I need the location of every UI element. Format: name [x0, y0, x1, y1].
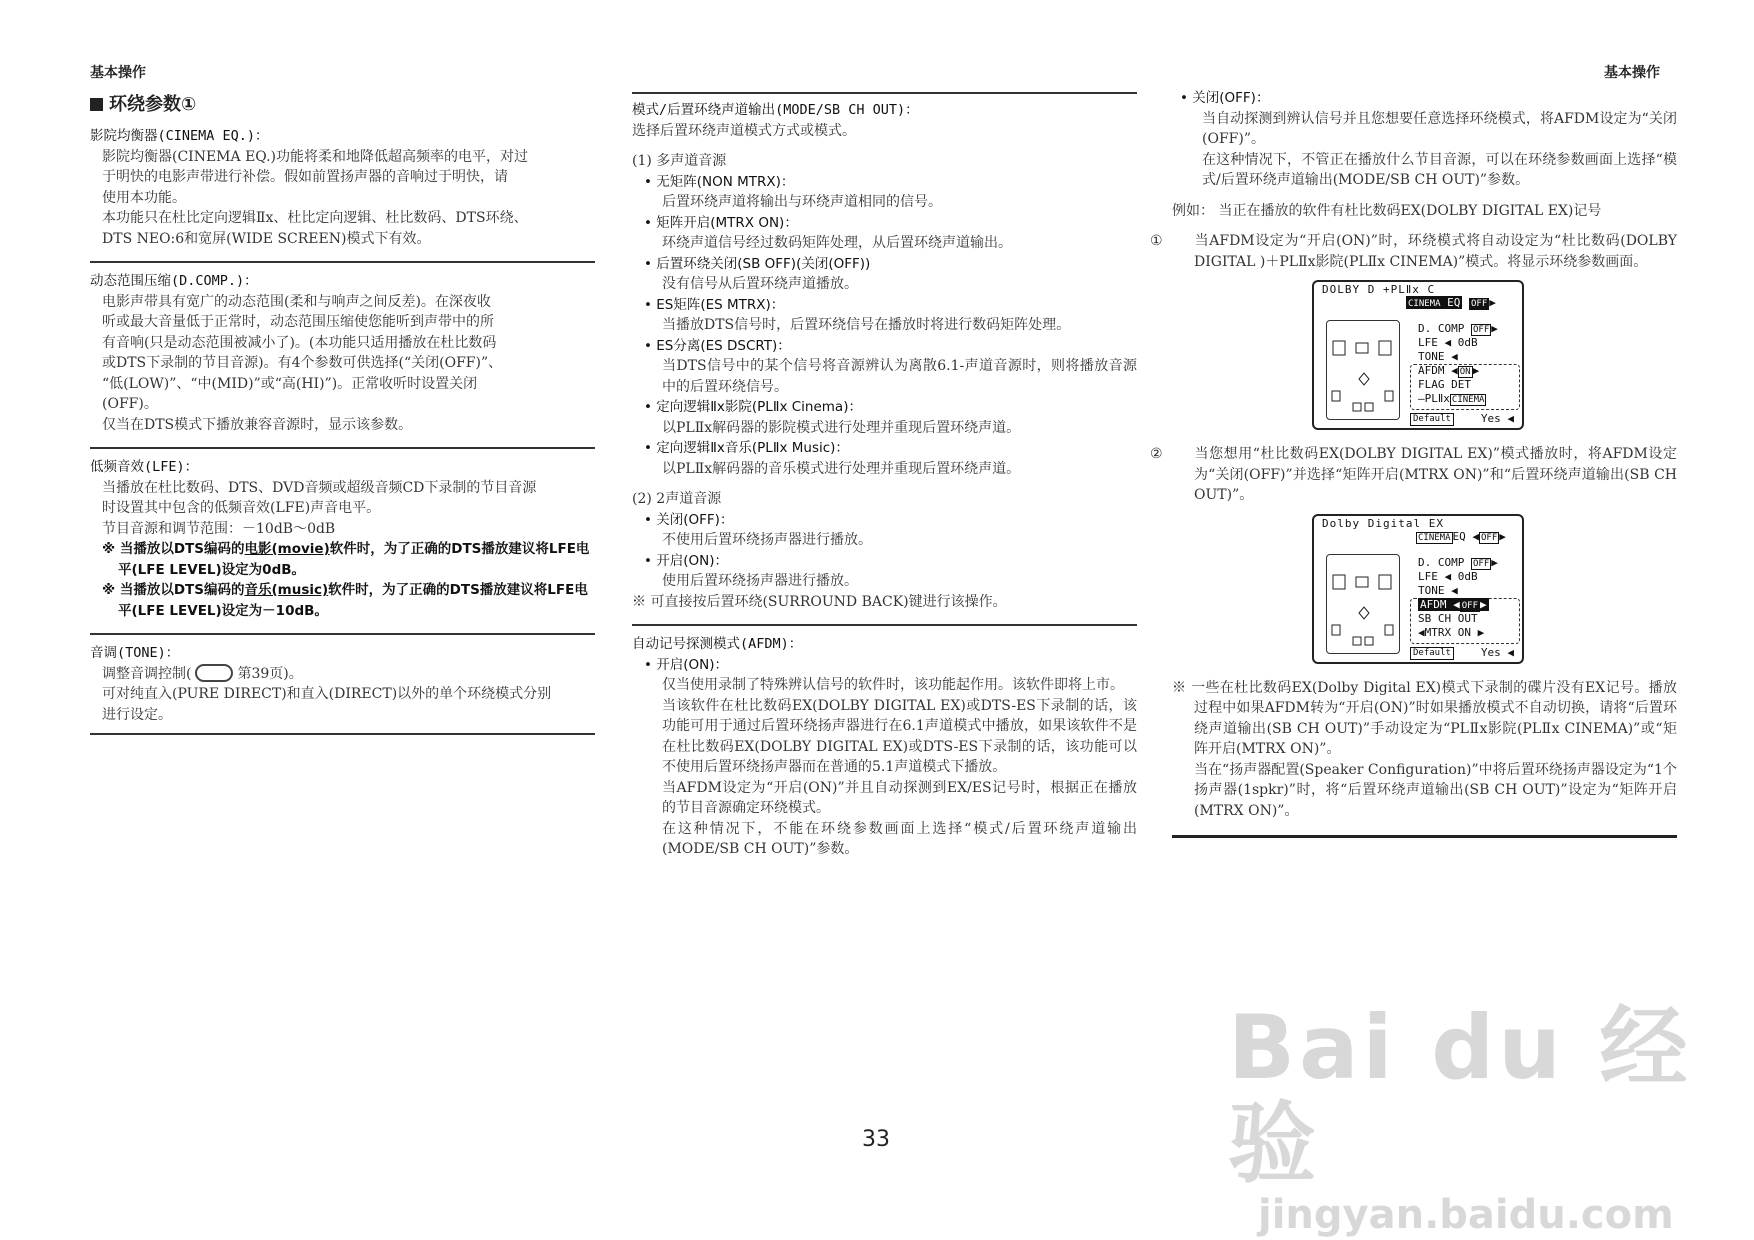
- group-2channel: (2) 2声道音源: [632, 491, 722, 507]
- osd-dcomp-row: D. COMP OFF ▶: [1418, 555, 1498, 569]
- watermark: [1228, 996, 1754, 1238]
- running-header-left: 基本操作: [90, 65, 146, 81]
- cinema-eq-heading: 影院均衡器(CINEMA EQ.)：: [90, 128, 269, 144]
- page-number: 33: [862, 1127, 890, 1152]
- afdm-off-body: 当自动探测到辨认信号并且您想要任意选择环绕模式，将AFDM设定为“关闭(OFF)”。 在这种情况下，不管正在播放什么节目音源，可以在环绕参数画面上选择“模式/后置环绕声道输出(MODE/SB CH OUT)”参数。: [1202, 110, 1677, 188]
- lfe-note-movie: ※ 当播放以DTS编码的电影(movie)软件时，为了正确的DTS播放建议将LFE电平(LFE LEVEL)设定为0dB。: [102, 541, 590, 578]
- osd-afdm-row: AFDM ◀ OFF ▶: [1420, 597, 1487, 611]
- ex-note-continued: 当在“扬声器配置(Speaker Configuration)”中将后置环绕扬声器设定为“1个扬声器(1spkr)”时，将“后置环绕声道输出(SB CH OUT)”设定为“矩阵开启(MTRX ON)”。: [1194, 761, 1677, 819]
- speaker-layout-icon: [1326, 554, 1400, 654]
- example-line: 例如： 当正在播放的软件有杜比数码EX(DOLBY DIGITAL EX)记号: [1172, 202, 1602, 219]
- lfe-heading: 低频音效(LFE)：: [90, 459, 199, 475]
- afdm-off-label: • 关闭(OFF)：: [1180, 90, 1270, 106]
- osd-lfe-row: LFE ◀ 0dB: [1418, 336, 1478, 349]
- list-item: • 关闭(OFF)：: [644, 511, 734, 528]
- osd-default-label: Default: [1410, 413, 1454, 426]
- osd-lfe-row: LFE ◀ 0dB: [1418, 569, 1478, 583]
- cinema-eq-body: 影院均衡器(CINEMA EQ.)功能将柔和地降低超高频率的电平，对过 于明快的电影声带进行补偿。假如前置扬声器的音响过于明快，请 使用本功能。 本功能只在杜比定向逻辑Ⅱx、杜比定向逻辑、杜比数码、DTS环绕、 DTS NEO:6和宽屏(WIDE SCREEN)模式下有效。: [102, 148, 528, 247]
- afdm-on-body: 仅当使用录制了特殊辨认信号的软件时，该功能起作用。该软件即将上市。 当该软件在杜比数码EX(DOLBY DIGITAL EX)或DTS-ES下录制的话，该功能可用于通过后置环绕扬声器进行在6.1声道模式中播放，如果该软件不是在杜比数码EX(DOLBY DIGITAL EX)或DTS-ES下录制的话，该功能可以不使用后置环绕扬声器而在普通的5.1声道模式下播放。 当AFDM设定为“开启(ON)”并且自动探测到EX/ES记号时，根据正在播放的节目音源确定环绕模式。 在这种情况下，不能在环绕参数画面上选择“模式/后置环绕声道输出(MODE/SB CH OUT)”参数。: [662, 677, 1137, 857]
- step-2: ② 当您想用“杜比数码EX(DOLBY DIGITAL EX)”模式播放时，将AFDM设定为“关闭(OFF)”并选择“矩阵开启(MTRX ON)”和“后置环绕声道输出(SB CH OUT)”。: [1150, 446, 1677, 503]
- pointing-hand-icon: [195, 664, 233, 682]
- running-header-right: 基本操作: [1604, 65, 1660, 81]
- osd-afdm-row: AFDM ◀ ON ▶: [1418, 364, 1480, 377]
- column-left: [90, 92, 595, 743]
- osd-default-label: Default: [1410, 647, 1454, 660]
- osd-dcomp-row: D. COMP OFF ▶: [1418, 322, 1498, 335]
- list-item: • 矩阵开启(MTRX ON)：: [644, 214, 798, 231]
- osd-screen-1: [1312, 280, 1524, 430]
- mode-intro: 选择后置环绕声道模式方式或模式。: [632, 122, 856, 139]
- mode-note: ※ 可直接按后置环绕(SURROUND BACK)键进行该操作。: [632, 593, 1007, 610]
- osd-title: DOLBY D +PLⅡx C: [1322, 283, 1436, 296]
- column-middle: [632, 92, 1137, 860]
- osd-yes-label: Yes ◀: [1480, 412, 1514, 425]
- divider: [90, 733, 595, 735]
- 2channel-options: • 关闭(OFF)： 不使用后置环绕扬声器进行播放。 • 开启(ON)： 使用后置环绕扬声器进行播放。: [632, 510, 1137, 592]
- osd-sbch-row: SB CH OUT: [1418, 611, 1478, 625]
- ex-note: ※ 一些在杜比数码EX(Dolby Digital EX)模式下录制的碟片没有EX记号。播放过程中如果AFDM转为“开启(ON)”时如果播放模式不自动切换，请将“后置环绕声道输出(SB CH OUT)”手动设定为“PLⅡx影院(PLⅡx CINEMA)”或“矩阵开启(MTRX ON)”。: [1172, 679, 1677, 757]
- osd-plx-row: —PLⅡx CINEMA: [1418, 392, 1485, 405]
- divider: [1172, 835, 1677, 838]
- list-item: • 定向逻辑Ⅱx音乐(PLⅡx Music)：: [644, 440, 849, 456]
- dcomp-body: 电影声带具有宽广的动态范围(柔和与响声之间反差)。在深夜收 听或最大音量低于正常时，动态范围压缩使您能听到声带中的所 有音响(只是动态范围被减小了)。(本功能只适用播放在杜比数码 或DTS下录制的节目音源)。有4个参数可供选择(“关闭(OFF)”、 “低(LOW)”、“中(MID)”或“高(HI)”)。正常收听时设置关闭 (OFF)。 仅当在DTS模式下播放兼容音源时，显示该参数。: [102, 293, 503, 433]
- lfe-body: 当播放在杜比数码、DTS、DVD音频或超级音频CD下录制的节目音源 时设置其中包含的低频音效(LFE)声音电平。 节目音源和调节范围：－10dB～0dB: [102, 479, 537, 537]
- osd-mtrx-row: ◀MTRX ON ▶: [1418, 625, 1485, 639]
- tone-body: 调整音调控制( 第39页)。 可对纯直入(PURE DIRECT)和直入(DIRECT)以外的单个环绕模式分别 进行设定。: [102, 665, 552, 723]
- group-multichannel: (1) 多声道音源: [632, 153, 727, 169]
- osd-flag-row: FLAG DET: [1418, 378, 1471, 391]
- watermark-url: jingyan.baidu.com: [1258, 1192, 1674, 1238]
- tone-heading: 音调(TONE)：: [90, 645, 180, 661]
- afdm-on-label: • 开启(ON)：: [644, 656, 729, 673]
- afdm-heading: 自动记号探测模式(AFDM)：: [632, 636, 803, 652]
- divider: [90, 633, 595, 635]
- list-item: • ES矩阵(ES MTRX)：: [644, 296, 785, 313]
- dcomp-heading: 动态范围压缩(D.COMP.)：: [90, 273, 258, 289]
- multichannel-options: • 无矩阵(NON MTRX)： 后置环绕声道将输出与环绕声道相同的信号。 • 矩阵开启(MTRX ON)： 环绕声道信号经过数码矩阵处理，从后置环绕声道输出。 • 后置环绕关闭(SB OFF)(关闭(OFF)) 没有信号从后置环绕声道播放。 • ES矩阵(ES MTRX)： 当播放DTS信号时，后置环绕信号在播放时将进行数码矩阵处理。 • ES分离(ES DSCRT)： 当DTS信号中的某个信号将音源辨认为离散6.1-声道音源时，则将播放音源中的后置环绕信号。 • 定向逻辑Ⅱx影院(PLⅡx Cinema)： 以PLⅡx解码器的影院模式进行处理并重现后置环绕声道。 • 定向逻辑Ⅱx音乐(PLⅡx Music)： 以PLⅡx解码器的音乐模式进行处理并重现后置环绕声道。: [632, 172, 1137, 480]
- divider: [632, 624, 1137, 626]
- osd-yes-label: Yes ◀: [1480, 645, 1514, 659]
- osd-eq-row: CINEMA EQ ◀ OFF ▶: [1418, 529, 1506, 543]
- osd-tone-row: TONE ◀: [1418, 583, 1458, 597]
- column-right: [1150, 88, 1677, 846]
- speaker-layout-icon: [1326, 320, 1400, 420]
- list-item: • 开启(ON)：: [644, 552, 729, 569]
- divider: [90, 261, 595, 263]
- divider: [90, 447, 595, 449]
- osd-eq-row: CINEMA EQ OFF ▶: [1408, 296, 1496, 309]
- section-title: 环绕参数①: [90, 92, 595, 118]
- osd-title: Dolby Digital EX: [1322, 516, 1444, 530]
- osd-screen-2: [1312, 514, 1524, 664]
- step-1: ① 当AFDM设定为“开启(ON)”时，环绕模式将自动设定为“杜比数码(DOLBY DIGITAL )＋PLⅡx影院(PLⅡx CINEMA)”模式。将显示环绕参数画面。: [1150, 233, 1677, 270]
- list-item: • 定向逻辑Ⅱx影院(PLⅡx Cinema)：: [644, 399, 862, 415]
- osd-tone-row: TONE ◀: [1418, 350, 1458, 363]
- list-item: • 后置环绕关闭(SB OFF)(关闭(OFF)): [644, 255, 871, 272]
- list-item: • ES分离(ES DSCRT)：: [644, 337, 791, 354]
- mode-heading: 模式/后置环绕声道输出(MODE/SB CH OUT)：: [632, 102, 919, 118]
- watermark-brand: Bai du 经验: [1228, 996, 1692, 1195]
- list-item: • 无矩阵(NON MTRX)：: [644, 173, 795, 190]
- divider: [632, 92, 1137, 94]
- square-bullet-icon: [90, 98, 103, 111]
- lfe-note-music: ※ 当播放以DTS编码的音乐(music)软件时，为了正确的DTS播放建议将LFE电平(LFE LEVEL)设定为－10dB。: [102, 582, 588, 619]
